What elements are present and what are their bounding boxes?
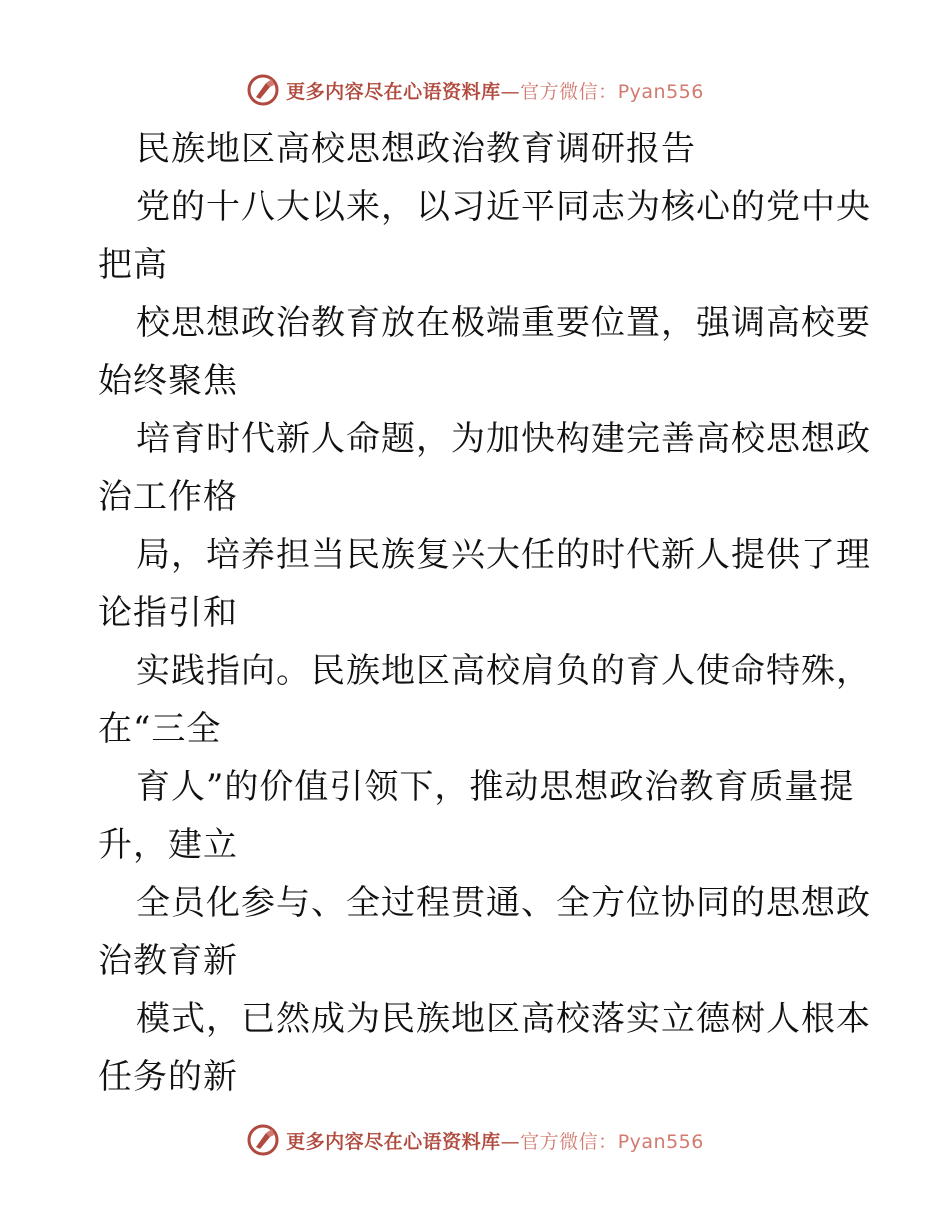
text-line: 模式，已然成为民族地区高校落实立德树人根本 xyxy=(136,999,871,1039)
watermark-wechat-label: 官方微信： xyxy=(520,80,618,103)
text-line: 在“三全 xyxy=(98,709,222,749)
header-watermark xyxy=(0,70,950,110)
text-line: 培育时代新人命题，为加快构建完善高校思想政 xyxy=(136,419,871,459)
text-line: 校思想政治教育放在极端重要位置，强调高校要 xyxy=(136,303,871,343)
document-body xyxy=(98,120,871,1106)
watermark-text xyxy=(286,77,704,104)
text-line: 全员化参与、全过程贯通、全方位协同的思想政 xyxy=(136,883,871,923)
watermark-brand: 更多内容尽在心语资料库 xyxy=(286,1130,501,1153)
watermark-wechat-id: Pyan556 xyxy=(617,1130,704,1153)
footer-watermark xyxy=(0,1120,950,1160)
watermark-wechat-label: 官方微信： xyxy=(520,1130,618,1153)
watermark-separator: — xyxy=(500,80,521,103)
text-line: 局，培养担当民族复兴大任的时代新人提供了理 xyxy=(136,535,871,575)
text-line: 实践指向。民族地区高校肩负的育人使命特殊， xyxy=(136,651,871,691)
text-line: 育人”的价值引领下，推动思想政治教育质量提 xyxy=(136,767,855,807)
text-line: 任务的新 xyxy=(98,1057,238,1097)
watermark-wechat-id: Pyan556 xyxy=(617,80,704,103)
text-line: 治工作格 xyxy=(98,477,238,517)
text-line: 论指引和 xyxy=(98,593,238,633)
text-line: 升，建立 xyxy=(98,825,238,865)
text-line: 党的十八大以来，以习近平同志为核心的党中央 xyxy=(136,187,871,227)
document-title: 民族地区高校思想政治教育调研报告 xyxy=(136,129,696,169)
text-line: 始终聚焦 xyxy=(98,361,238,401)
pen-nib-logo-icon xyxy=(246,1123,280,1157)
watermark-separator: — xyxy=(500,1130,521,1153)
pen-nib-logo-icon xyxy=(246,73,280,107)
text-line: 治教育新 xyxy=(98,941,238,981)
watermark-brand: 更多内容尽在心语资料库 xyxy=(286,80,501,103)
watermark-text xyxy=(286,1127,704,1154)
text-line: 把高 xyxy=(98,245,168,285)
